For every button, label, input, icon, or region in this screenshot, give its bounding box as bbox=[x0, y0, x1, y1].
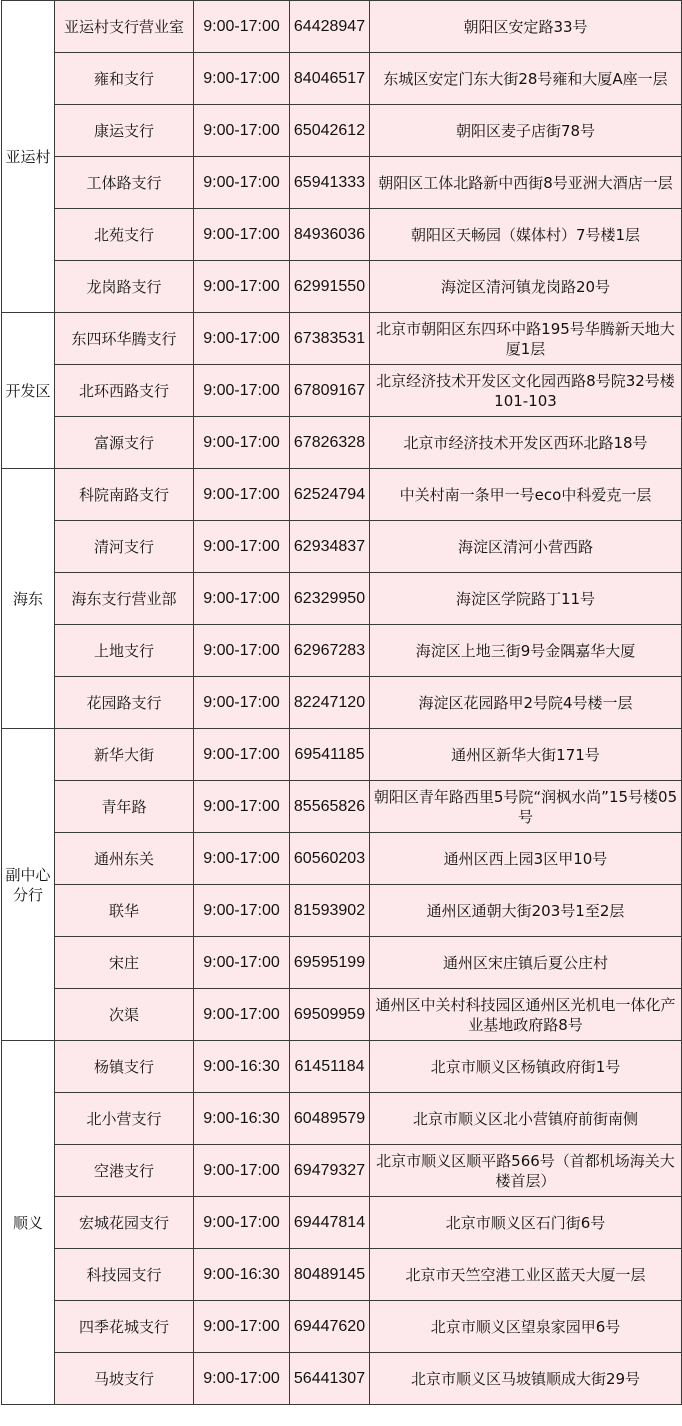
table-row bbox=[2, 417, 682, 469]
table-row bbox=[2, 1145, 682, 1197]
branch-name-cell: 青年路 bbox=[55, 781, 194, 833]
table-row bbox=[2, 209, 682, 261]
business-hours-cell: 9:00-16:30 bbox=[194, 1249, 290, 1301]
branch-name-cell: 马坡支行 bbox=[55, 1353, 194, 1405]
phone-cell: 65042612 bbox=[290, 105, 370, 157]
branch-name-cell: 宏城花园支行 bbox=[55, 1197, 194, 1249]
address-cell: 中关村南一条甲一号eco中科爱克一层 bbox=[370, 469, 682, 521]
phone-cell: 69541185 bbox=[290, 729, 370, 781]
branch-name-cell: 杨镇支行 bbox=[55, 1041, 194, 1093]
table-row bbox=[2, 625, 682, 677]
table-row bbox=[2, 365, 682, 417]
branch-name-cell: 联华 bbox=[55, 885, 194, 937]
phone-cell: 62524794 bbox=[290, 469, 370, 521]
address-cell: 朝阳区工体北路新中西街8号亚洲大酒店一层 bbox=[370, 157, 682, 209]
address-cell: 北京市天竺空港工业区蓝天大厦一层 bbox=[370, 1249, 682, 1301]
branch-name-cell: 次渠 bbox=[55, 989, 194, 1041]
region-cell: 开发区 bbox=[2, 313, 55, 469]
business-hours-cell: 9:00-17:00 bbox=[194, 1, 290, 53]
business-hours-cell: 9:00-17:00 bbox=[194, 105, 290, 157]
branch-name-cell: 花园路支行 bbox=[55, 677, 194, 729]
branch-name-cell: 清河支行 bbox=[55, 521, 194, 573]
phone-cell: 69595199 bbox=[290, 937, 370, 989]
branch-name-cell: 新华大街 bbox=[55, 729, 194, 781]
business-hours-cell: 9:00-16:30 bbox=[194, 1041, 290, 1093]
address-cell: 朝阳区青年路西里5号院“润枫水尚”15号楼05号 bbox=[370, 781, 682, 833]
branch-name-cell: 北小营支行 bbox=[55, 1093, 194, 1145]
table-row bbox=[2, 833, 682, 885]
phone-cell: 56441307 bbox=[290, 1353, 370, 1405]
phone-cell: 85565826 bbox=[290, 781, 370, 833]
table-row bbox=[2, 729, 682, 781]
table-row bbox=[2, 1, 682, 53]
table-row bbox=[2, 1353, 682, 1405]
phone-cell: 84936036 bbox=[290, 209, 370, 261]
business-hours-cell: 9:00-17:00 bbox=[194, 365, 290, 417]
phone-cell: 67383531 bbox=[290, 313, 370, 365]
table-row bbox=[2, 1041, 682, 1093]
phone-cell: 62934837 bbox=[290, 521, 370, 573]
phone-cell: 69447620 bbox=[290, 1301, 370, 1353]
address-cell: 通州区中关村科技园区通州区光机电一体化产业基地政府路8号 bbox=[370, 989, 682, 1041]
phone-cell: 60489579 bbox=[290, 1093, 370, 1145]
branch-name-cell: 北环西路支行 bbox=[55, 365, 194, 417]
address-cell: 海淀区上地三街9号金隅嘉华大厦 bbox=[370, 625, 682, 677]
address-cell: 北京市经济技术开发区西环北路18号 bbox=[370, 417, 682, 469]
phone-cell: 67826328 bbox=[290, 417, 370, 469]
phone-cell: 62991550 bbox=[290, 261, 370, 313]
branch-table-body bbox=[2, 1, 682, 1405]
address-cell: 朝阳区安定路33号 bbox=[370, 1, 682, 53]
address-cell: 北京市顺义区望泉家园甲6号 bbox=[370, 1301, 682, 1353]
table-row bbox=[2, 989, 682, 1041]
address-cell: 海淀区花园路甲2号院4号楼一层 bbox=[370, 677, 682, 729]
business-hours-cell: 9:00-17:00 bbox=[194, 1145, 290, 1197]
branch-table bbox=[1, 0, 682, 1405]
branch-name-cell: 海东支行营业部 bbox=[55, 573, 194, 625]
business-hours-cell: 9:00-17:00 bbox=[194, 521, 290, 573]
table-row bbox=[2, 105, 682, 157]
phone-cell: 69509959 bbox=[290, 989, 370, 1041]
address-cell: 通州区新华大街171号 bbox=[370, 729, 682, 781]
address-cell: 海淀区清河镇龙岗路20号 bbox=[370, 261, 682, 313]
business-hours-cell: 9:00-17:00 bbox=[194, 573, 290, 625]
phone-cell: 84046517 bbox=[290, 53, 370, 105]
branch-name-cell: 东四环华腾支行 bbox=[55, 313, 194, 365]
branch-name-cell: 科技园支行 bbox=[55, 1249, 194, 1301]
address-cell: 北京市顺义区北小营镇府前街南侧 bbox=[370, 1093, 682, 1145]
table-row bbox=[2, 937, 682, 989]
phone-cell: 64428947 bbox=[290, 1, 370, 53]
business-hours-cell: 9:00-17:00 bbox=[194, 469, 290, 521]
address-cell: 北京经济技术开发区文化园西路8号院32号楼101-103 bbox=[370, 365, 682, 417]
table-row bbox=[2, 573, 682, 625]
address-cell: 北京市朝阳区东四环中路195号华腾新天地大厦1层 bbox=[370, 313, 682, 365]
business-hours-cell: 9:00-17:00 bbox=[194, 417, 290, 469]
table-row bbox=[2, 53, 682, 105]
branch-name-cell: 雍和支行 bbox=[55, 53, 194, 105]
table-row bbox=[2, 261, 682, 313]
address-cell: 通州区宋庄镇后夏公庄村 bbox=[370, 937, 682, 989]
branch-name-cell: 龙岗路支行 bbox=[55, 261, 194, 313]
branch-name-cell: 富源支行 bbox=[55, 417, 194, 469]
business-hours-cell: 9:00-17:00 bbox=[194, 261, 290, 313]
phone-cell: 62329950 bbox=[290, 573, 370, 625]
address-cell: 海淀区学院路丁11号 bbox=[370, 573, 682, 625]
business-hours-cell: 9:00-17:00 bbox=[194, 313, 290, 365]
phone-cell: 82247120 bbox=[290, 677, 370, 729]
address-cell: 朝阳区天畅园（媒体村）7号楼1层 bbox=[370, 209, 682, 261]
business-hours-cell: 9:00-17:00 bbox=[194, 53, 290, 105]
business-hours-cell: 9:00-16:30 bbox=[194, 1093, 290, 1145]
business-hours-cell: 9:00-17:00 bbox=[194, 989, 290, 1041]
table-row bbox=[2, 469, 682, 521]
phone-cell: 67809167 bbox=[290, 365, 370, 417]
table-row bbox=[2, 885, 682, 937]
business-hours-cell: 9:00-17:00 bbox=[194, 833, 290, 885]
region-cell: 顺义 bbox=[2, 1041, 55, 1405]
address-cell: 北京市顺义区顺平路566号（首都机场海关大楼首层） bbox=[370, 1145, 682, 1197]
table-row bbox=[2, 1197, 682, 1249]
address-cell: 海淀区清河小营西路 bbox=[370, 521, 682, 573]
table-row bbox=[2, 781, 682, 833]
phone-cell: 80489145 bbox=[290, 1249, 370, 1301]
table-row bbox=[2, 313, 682, 365]
branch-name-cell: 宋庄 bbox=[55, 937, 194, 989]
phone-cell: 81593902 bbox=[290, 885, 370, 937]
business-hours-cell: 9:00-17:00 bbox=[194, 625, 290, 677]
branch-name-cell: 上地支行 bbox=[55, 625, 194, 677]
region-cell: 海东 bbox=[2, 469, 55, 729]
address-cell: 北京市顺义区马坡镇顺成大街29号 bbox=[370, 1353, 682, 1405]
phone-cell: 62967283 bbox=[290, 625, 370, 677]
address-cell: 北京市顺义区杨镇政府街1号 bbox=[370, 1041, 682, 1093]
business-hours-cell: 9:00-17:00 bbox=[194, 1197, 290, 1249]
table-row bbox=[2, 521, 682, 573]
phone-cell: 65941333 bbox=[290, 157, 370, 209]
address-cell: 朝阳区麦子店街78号 bbox=[370, 105, 682, 157]
branch-name-cell: 北苑支行 bbox=[55, 209, 194, 261]
address-cell: 北京市顺义区石门街6号 bbox=[370, 1197, 682, 1249]
region-cell: 亚运村 bbox=[2, 1, 55, 313]
table-row bbox=[2, 677, 682, 729]
business-hours-cell: 9:00-17:00 bbox=[194, 157, 290, 209]
branch-name-cell: 工体路支行 bbox=[55, 157, 194, 209]
phone-cell: 69479327 bbox=[290, 1145, 370, 1197]
branch-name-cell: 康运支行 bbox=[55, 105, 194, 157]
branch-name-cell: 空港支行 bbox=[55, 1145, 194, 1197]
phone-cell: 69447814 bbox=[290, 1197, 370, 1249]
branch-name-cell: 通州东关 bbox=[55, 833, 194, 885]
region-cell: 副中心分行 bbox=[2, 729, 55, 1041]
table-row bbox=[2, 1249, 682, 1301]
business-hours-cell: 9:00-17:00 bbox=[194, 937, 290, 989]
address-cell: 通州区西上园3区甲10号 bbox=[370, 833, 682, 885]
phone-cell: 60560203 bbox=[290, 833, 370, 885]
branch-name-cell: 四季花城支行 bbox=[55, 1301, 194, 1353]
branch-name-cell: 亚运村支行营业室 bbox=[55, 1, 194, 53]
table-row bbox=[2, 1301, 682, 1353]
phone-cell: 61451184 bbox=[290, 1041, 370, 1093]
table-row bbox=[2, 1093, 682, 1145]
address-cell: 东城区安定门东大街28号雍和大厦A座一层 bbox=[370, 53, 682, 105]
address-cell: 通州区通朝大街203号1至2层 bbox=[370, 885, 682, 937]
business-hours-cell: 9:00-17:00 bbox=[194, 1301, 290, 1353]
business-hours-cell: 9:00-17:00 bbox=[194, 729, 290, 781]
business-hours-cell: 9:00-17:00 bbox=[194, 1353, 290, 1405]
business-hours-cell: 9:00-17:00 bbox=[194, 209, 290, 261]
business-hours-cell: 9:00-17:00 bbox=[194, 781, 290, 833]
branch-name-cell: 科院南路支行 bbox=[55, 469, 194, 521]
business-hours-cell: 9:00-17:00 bbox=[194, 885, 290, 937]
table-row bbox=[2, 157, 682, 209]
business-hours-cell: 9:00-17:00 bbox=[194, 677, 290, 729]
